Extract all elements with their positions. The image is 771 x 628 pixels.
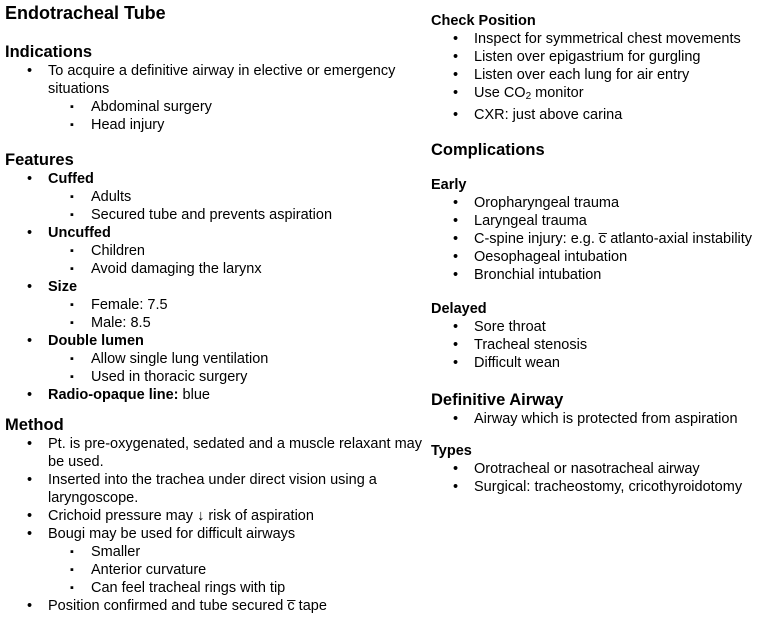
features-list: [5, 170, 425, 404]
list-item: • Airway which is protected from aspiration: [431, 410, 771, 428]
list-item: ▪ Abdominal surgery: [5, 98, 425, 116]
uncuffed-sublist: [48, 242, 425, 278]
list-item: ▪ Used in thoracic surgery: [5, 368, 425, 386]
list-item: [5, 332, 425, 386]
radio-opaque-label: Radio-opaque line:: [48, 387, 179, 403]
delayed-list: [431, 318, 771, 372]
bougi-sublist: [48, 543, 425, 597]
list-item: • Listen over epigastrium for gurgling: [431, 48, 771, 66]
list-item: • Position confirmed and tube secured c̅ tape: [5, 597, 425, 615]
list-item: • C-spine injury: e.g. c̅ atlanto-axial instability: [431, 230, 771, 248]
delayed-heading: Delayed: [431, 301, 487, 317]
cuffed-sublist: [48, 188, 425, 224]
list-item: [5, 386, 425, 404]
list-item: • Listen over each lung for air entry: [431, 66, 771, 84]
definitive-airway-heading: Definitive Airway: [431, 391, 564, 409]
bougi-text: Bougi may be used for difficult airways: [48, 526, 296, 542]
indications-heading: Indications: [5, 43, 93, 61]
list-item: ▪ Anterior curvature: [5, 561, 425, 579]
list-item: ▪ Head injury: [5, 116, 425, 134]
uncuffed-label: Uncuffed: [48, 225, 111, 241]
indications-sublist: [48, 98, 425, 134]
co2-prefix: Use CO: [474, 85, 526, 101]
list-item: • Tracheal stenosis: [431, 336, 771, 354]
list-item: • Inspect for symmetrical chest movements: [431, 30, 771, 48]
complications-heading: Complications: [431, 141, 545, 159]
list-item: • Laryngeal trauma: [431, 212, 771, 230]
definitive-airway-list: [431, 410, 771, 428]
indications-list: [5, 62, 425, 134]
right-column: [431, 0, 771, 496]
list-item: ▪ Male: 8.5: [5, 314, 425, 332]
list-item: • Bronchial intubation: [431, 266, 771, 284]
double-lumen-label: Double lumen: [48, 333, 144, 349]
early-heading: Early: [431, 177, 467, 193]
co2-suffix: monitor: [531, 85, 584, 101]
list-item: • CXR: just above carina: [431, 106, 771, 124]
list-item: [5, 224, 425, 278]
list-item: ▪ Children: [5, 242, 425, 260]
list-item: • Oropharyngeal trauma: [431, 194, 771, 212]
list-item: [5, 278, 425, 332]
types-list: [431, 460, 771, 496]
list-item: ▪ Female: 7.5: [5, 296, 425, 314]
types-heading: Types: [431, 443, 472, 459]
features-heading: Features: [5, 151, 74, 169]
list-item: [5, 525, 425, 597]
list-item: [5, 62, 425, 134]
list-item: [5, 170, 425, 224]
list-item: • Surgical: tracheostomy, cricothyroidotomy: [431, 478, 771, 496]
check-position-list: [431, 30, 771, 124]
list-item: • Crichoid pressure may ↓ risk of aspiration: [5, 507, 425, 525]
double-lumen-sublist: [48, 350, 425, 386]
radio-opaque-value: blue: [178, 387, 210, 403]
list-item: ▪ Allow single lung ventilation: [5, 350, 425, 368]
size-label: Size: [48, 279, 78, 295]
early-list: [431, 194, 771, 284]
list-item: ▪ Can feel tracheal rings with tip: [5, 579, 425, 597]
cuffed-label: Cuffed: [48, 171, 94, 187]
page-title: Endotracheal Tube: [5, 3, 166, 23]
list-item: ▪ Avoid damaging the larynx: [5, 260, 425, 278]
list-item: ▪ Adults: [5, 188, 425, 206]
list-item: • Pt. is pre-oxygenated, sedated and a muscle relaxant may be used.: [5, 435, 425, 471]
list-item: ▪ Smaller: [5, 543, 425, 561]
list-item: • Orotracheal or nasotracheal airway: [431, 460, 771, 478]
list-item: ▪ Secured tube and prevents aspiration: [5, 206, 425, 224]
size-sublist: [48, 296, 425, 332]
list-item: [431, 84, 771, 106]
list-item: • Inserted into the trachea under direct vision using a laryngoscope.: [5, 471, 425, 507]
list-item: • Sore throat: [431, 318, 771, 336]
co2-subscript: 2: [525, 91, 532, 102]
left-column: [5, 0, 425, 615]
indications-text: To acquire a definitive airway in elective or emergency situations: [48, 63, 396, 97]
check-position-heading: Check Position: [431, 13, 536, 29]
list-item: • Difficult wean: [431, 354, 771, 372]
method-list: [5, 435, 425, 615]
method-heading: Method: [5, 416, 64, 434]
list-item: • Oesophageal intubation: [431, 248, 771, 266]
